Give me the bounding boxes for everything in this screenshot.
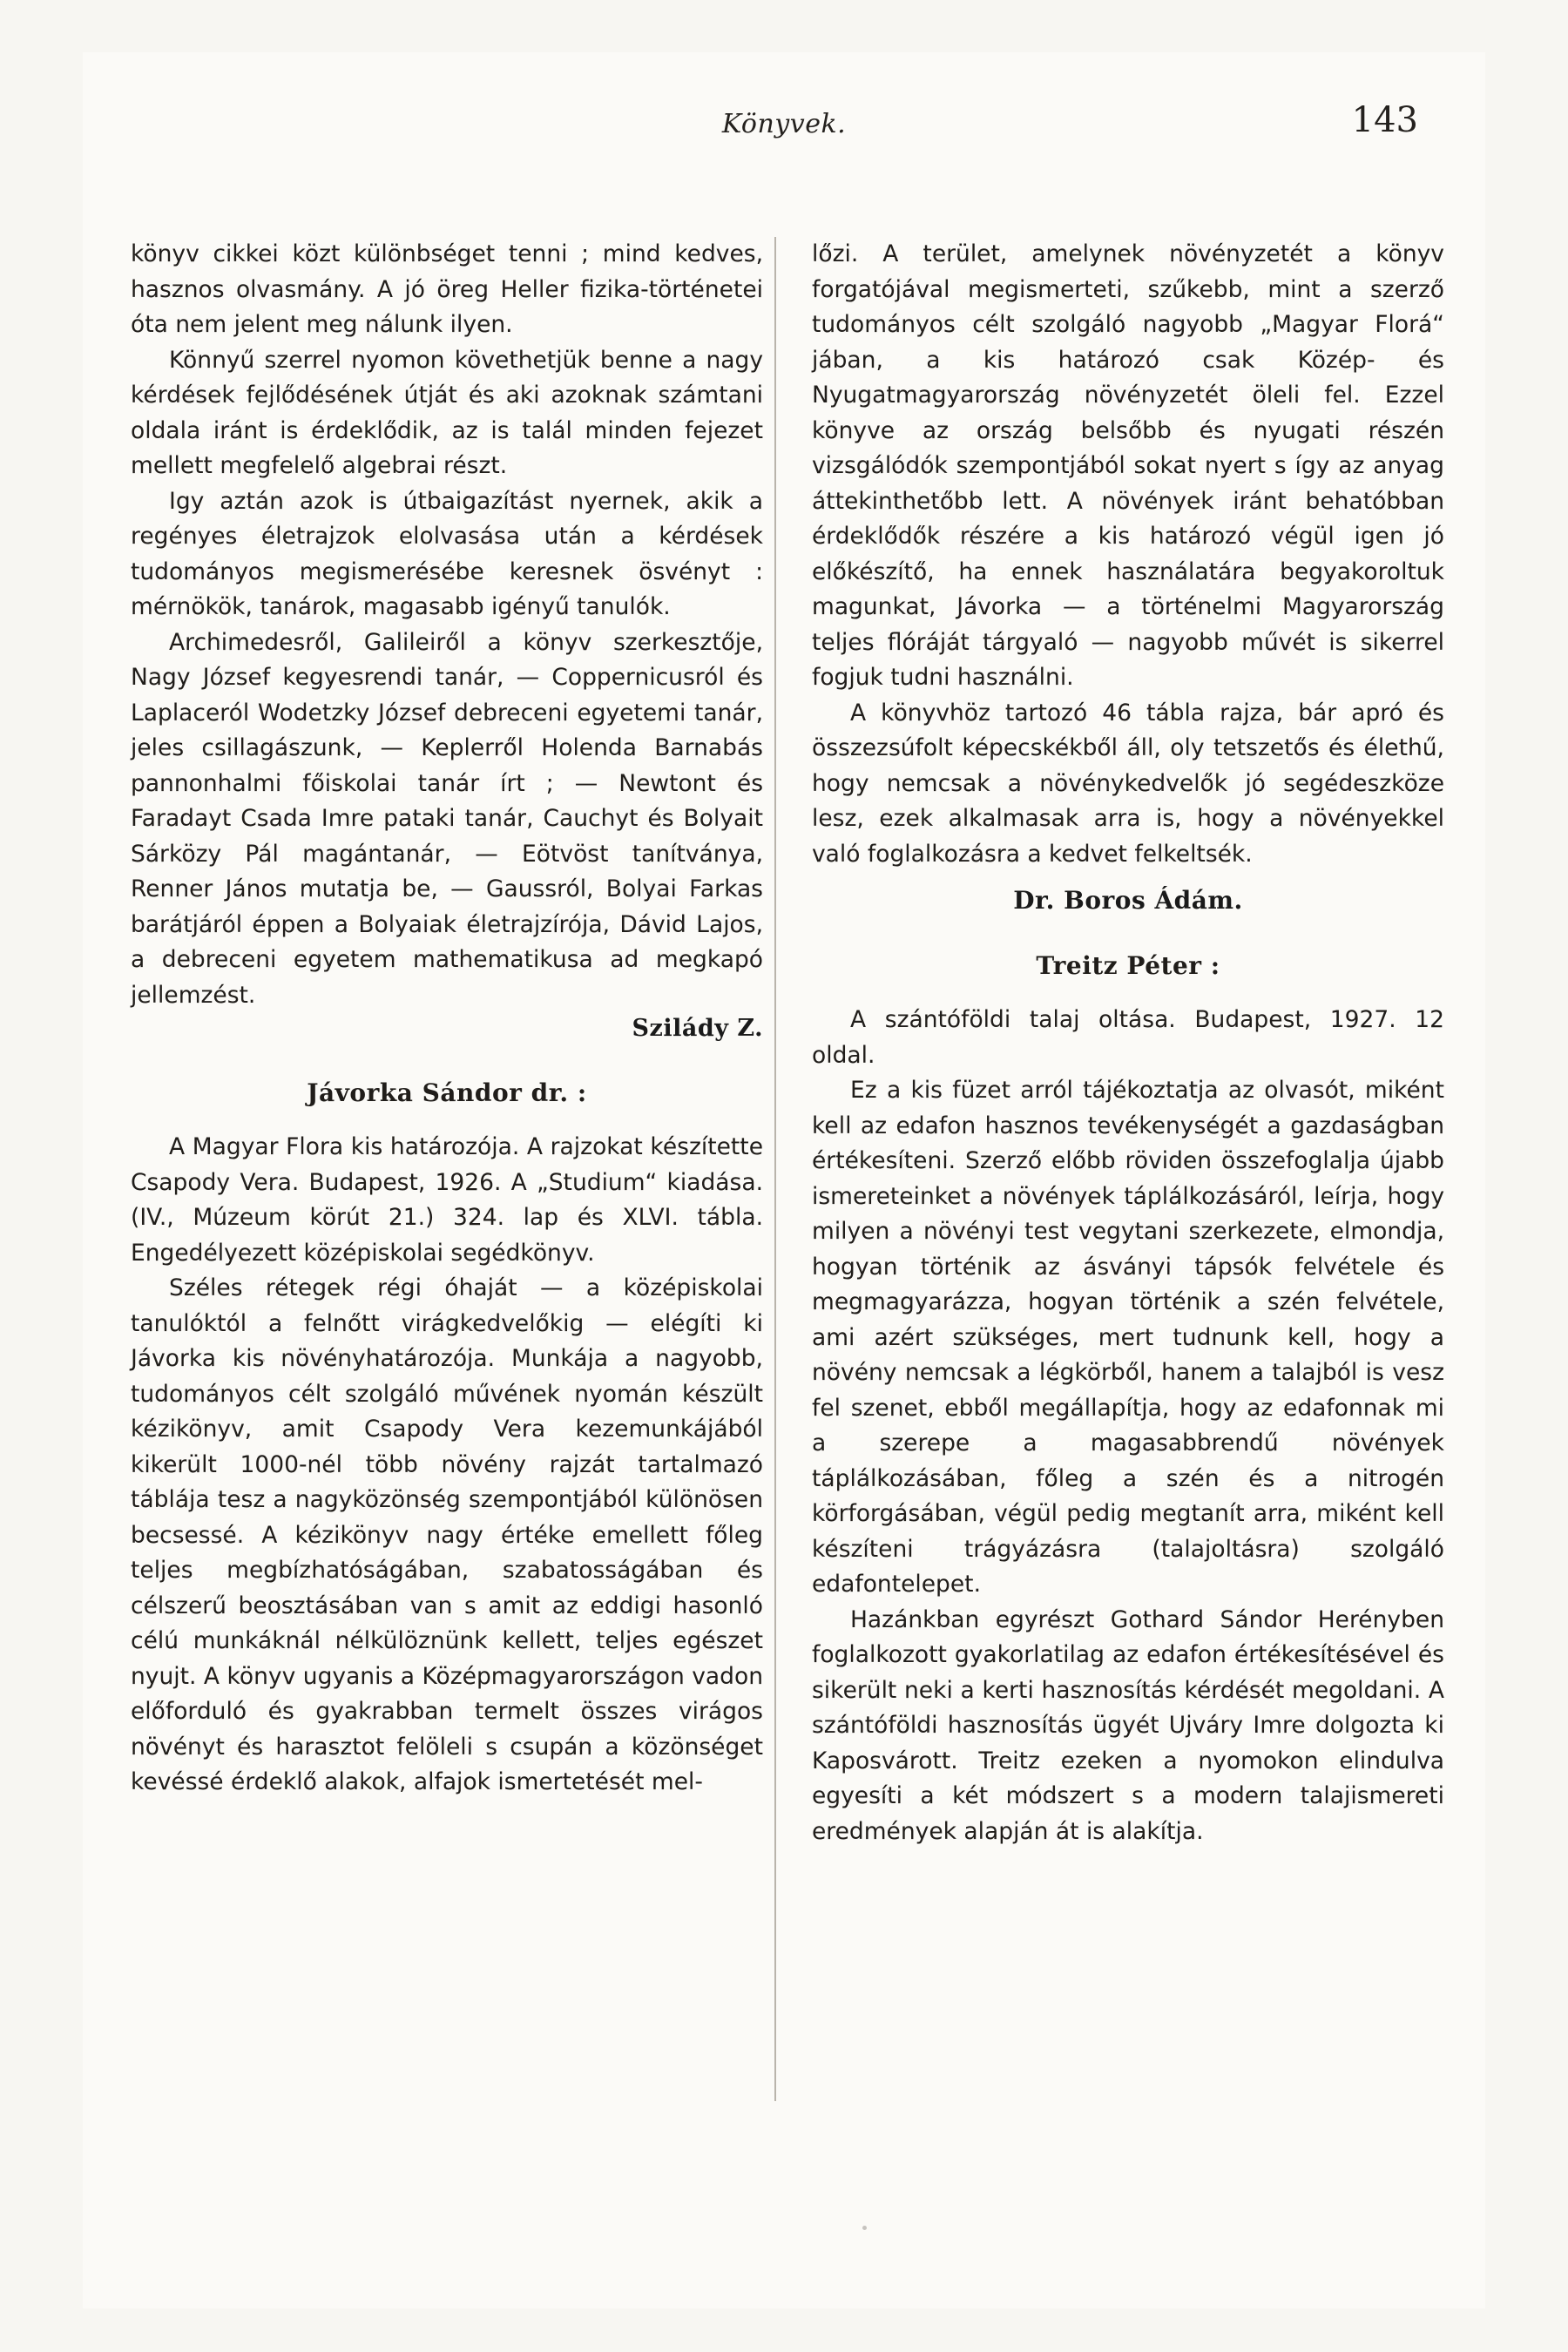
paragraph: Ez a kis füzet arról tájékoztatja az olvasót, miként kell az edafon hasznos tevékenységét a gazdaságban értékesíteni. Szerző előbb röviden összefoglalja újabb ismereteinket a növények táplálkozásáról, leírja, hogy milyen a növényi test vegytani szerkezete, elmondja, hogyan történik az ásványi tápsók felvétele és megmagyarázza, hogyan történik a szén felvétele, ami azért szükséges, mert tudnunk kell, hogy a növény nemcsak a légkörből, hanem a talajból is vesz fel szenet, ebből megállapítja, hogy az edafonnak mi a szerepe a magasabbrendű növények táplálkozásában, főleg a szén és a nitrogén körforgásában, végül pedig megtanít arra, miként kell készíteni trágyázásra (talajoltásra) szolgáló edafontelepet. [812, 1077, 1444, 1598]
paragraph: A szántóföldi talaj oltása. Budapest, 1927. 12 oldal. [812, 1006, 1444, 1069]
paragraph: lőzi. A terület, amelynek növényzetét a könyv forgatójával megismerteti, szűkebb, mint a szerző tudományos célt szolgáló nagyobb „Magyar Florá“ jában, a kis határozó csak Közép- és Nyugatmagyarország növényzetét öleli fel. Ezzel könyve az ország belsőbb és nyugati részén vizsgálódók szempontjából sokat nyert s így az anyag áttekinthetőbb lett. A növények iránt behatóbban érdeklődők részére a kis határozó végül igen jó előkészítő, ha ennek használatára begyakoroltuk magunkat, Jávorka — a történelmi Magyarország teljes flóráját tárgyaló — nagyobb művét is sikerrel fogjuk tudni használni. [812, 240, 1444, 691]
left-column [131, 237, 763, 1849]
author-signature: Szilády Z. [632, 1015, 763, 1042]
paragraph: A Magyar Flora kis határozója. A rajzokat készítette Csapody Vera. Budapest, 1926. A „Studium“ kiadása. (IV., Múzeum körút 21.) 324. lap és XLVI. tábla. Engedélyezett középiskolai segédkönyv. [131, 1133, 763, 1267]
author-signature: Dr. Boros Ádám. [1013, 886, 1243, 915]
section-heading: Jávorka Sándor dr. : [307, 1078, 587, 1107]
section-heading: Treitz Péter : [1036, 951, 1220, 980]
right-column [812, 237, 1444, 1849]
paragraph: Igy aztán azok is útbaigazítást nyernek, akik a regényes életrajzok elolvasása után a kérdések tudományos megismerésébe keresnek ösvényt : mérnökök, tanárok, magasabb igényű tanulók. [131, 487, 763, 620]
running-title: Könyvek. [721, 109, 847, 139]
paragraph: Hazánkban egyrészt Gothard Sándor Herényben foglalkozott gyakorlatilag az edafon értékesítésével és sikerült neki a kerti hasznosítás kérdését megoldani. A szántóföldi hasznosítás ügyét Ujváry Imre dolgozta ki Kaposvárott. Treitz ezeken a nyomokon elindulva egyesíti a két módszert s a modern talajismereti eredmények alapján át is alakítja. [812, 1605, 1444, 1845]
page-number: 143 [1351, 100, 1418, 140]
paragraph: A könyvhöz tartozó 46 tábla rajza, bár apró és összezsúfolt képecskékből áll, oly tetszetős és élethű, hogy nemcsak a növénykedvelők jó segédeszköze lesz, ezek alkalmasak arra is, hogy a növényekkel való foglalkozásra a kedvet felkeltsék. [812, 699, 1444, 868]
text-columns [131, 237, 1444, 1849]
paragraph: Archimedesről, Galileiről a könyv szerkesztője, Nagy József kegyesrendi tanár, — Coppernicusról és Laplaceról Wodetzky József debreceni egyetemi tanár, jeles csillagászunk, — Keplerről Holenda Barnabás pannonhalmi főiskolai tanár írt ; — Newtont és Faradayt Csada Imre pataki tanár, Cauchyt és Bolyait Sárközy Pál magántanár, — Eötvöst tanítványa, Renner János mutatja be, — Gaussról, Bolyai Farkas barátjáról éppen a Bolyaiak életrajzírója, Dávid Lajos, a debreceni egyetem mathematikusa ad megkapó jellemzést. [131, 628, 763, 1009]
page-header [131, 100, 1437, 161]
paragraph: Széles rétegek régi óhaját — a középiskolai tanulóktól a felnőtt virágkedvelőkig — elégíti ki Jávorka kis növényhatározója. Munkája a nagyobb, tudományos célt szolgáló művének nyomán készült kézikönyv, amit Csapody Vera kezemunkájából kikerült 1000-nél több növény rajzát tartalmazó táblája tesz a nagyközönség szempontjából különösen becsessé. A kézikönyv nagy értéke emellett főleg teljes megbízhatóságában, szabatosságában és célszerű beosztásában van s amit az eddigi hasonló célú munkáknál nélkülöznünk kellett, teljes egészet nyujt. A könyv ugyanis a Középmagyarországon vadon előforduló és gyakrabban termelt összes virágos növényt és harasztot felöleli s csupán a közönséget kevéssé érdeklő alakok, alfajok ismertetését mel- [131, 1274, 763, 1795]
scan-speck [261, 1359, 265, 1362]
paragraph: Könnyű szerrel nyomon követhetjük benne a nagy kérdések fejlődésének útját és aki azoknak számtani oldala iránt is érdeklődik, az is talál minden fejezet mellett megfelelő algebrai részt. [131, 346, 763, 479]
paragraph: könyv cikkei közt különbséget tenni ; mind kedves, hasznos olvasmány. A jó öreg Heller fizika-történetei óta nem jelent meg nálunk ilyen. [131, 240, 763, 338]
scan-speck [862, 2226, 867, 2230]
